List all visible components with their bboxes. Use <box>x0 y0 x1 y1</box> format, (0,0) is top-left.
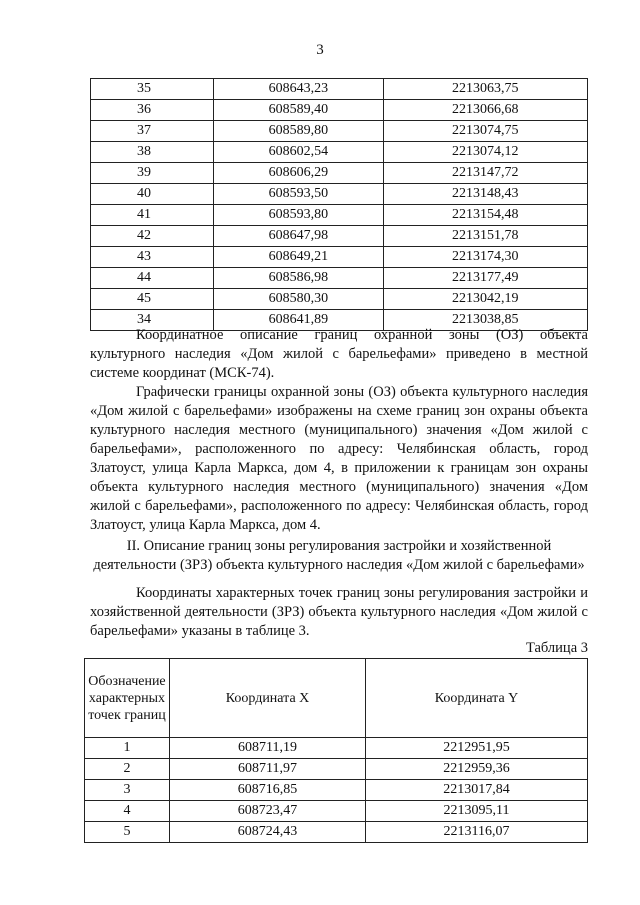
table-row <box>91 100 588 121</box>
table-row <box>91 268 588 289</box>
header-coordinate-y: Координата Y <box>366 659 588 738</box>
table-row <box>91 163 588 184</box>
page-number: 3 <box>316 42 324 58</box>
point-number-cell: 44 <box>91 268 214 289</box>
point-number-cell: 2 <box>85 759 170 780</box>
coordinate-y-cell: 2213154,48 <box>383 205 587 226</box>
coordinate-x-cell: 608641,89 <box>214 310 383 331</box>
table-row <box>91 247 588 268</box>
point-number-cell: 34 <box>91 310 214 331</box>
point-number-cell: 40 <box>91 184 214 205</box>
paragraph-text: Графически границы охранной зоны (ОЗ) объекта культурного наследия «Дом жилой с барельефами» изображены на схеме границ зон охраны объекта культурного наследия местного (муниципального) значения «Дом жилой с барельефами», расположенного по адресу: Челябинская область, город Златоуст, улица Карла Маркса, дом 4, в приложении к границам зон охраны объекта культурного наследия местного (муниципального) значения «Дом жилой с барельефами», расположенного по адресу: Челябинская область, город Златоуст, улица Карла Маркса, дом 4. <box>90 384 588 533</box>
point-number-cell: 42 <box>91 226 214 247</box>
coordinate-y-cell: 2213038,85 <box>383 310 587 331</box>
section-heading <box>90 537 588 575</box>
coordinate-y-cell: 2213074,75 <box>383 121 587 142</box>
coordinate-x-cell: 608606,29 <box>214 163 383 184</box>
point-number-cell: 36 <box>91 100 214 121</box>
coordinate-y-cell: 2212951,95 <box>366 738 588 759</box>
point-number-cell: 41 <box>91 205 214 226</box>
section-heading-line: деятельности (ЗРЗ) объекта культурного наследия «Дом жилой с барельефами» <box>93 557 585 573</box>
coordinate-y-cell: 2213074,12 <box>383 142 587 163</box>
header-point-designation: Обозначение характерных точек границ <box>85 659 170 738</box>
point-number-cell: 1 <box>85 738 170 759</box>
coordinate-y-cell: 2213177,49 <box>383 268 587 289</box>
coordinates-table-continued <box>90 78 588 331</box>
header-coordinate-x: Координата X <box>169 659 365 738</box>
coordinate-x-cell: 608586,98 <box>214 268 383 289</box>
coordinate-y-cell: 2213148,43 <box>383 184 587 205</box>
point-number-cell: 35 <box>91 79 214 100</box>
point-number-cell: 38 <box>91 142 214 163</box>
coordinate-x-cell: 608711,97 <box>169 759 365 780</box>
table-3-body <box>85 738 588 843</box>
table-row <box>91 289 588 310</box>
point-number-cell: 3 <box>85 780 170 801</box>
coordinate-x-cell: 608593,50 <box>214 184 383 205</box>
coordinate-x-cell: 608580,30 <box>214 289 383 310</box>
coordinate-y-cell: 2213042,19 <box>383 289 587 310</box>
coordinate-x-cell: 608723,47 <box>169 801 365 822</box>
table-row <box>85 738 588 759</box>
table-caption: Таблица 3 <box>525 640 588 656</box>
table-row <box>91 184 588 205</box>
coordinate-x-cell: 608589,80 <box>214 121 383 142</box>
point-number-cell: 39 <box>91 163 214 184</box>
table-row <box>85 822 588 843</box>
point-number-cell: 43 <box>91 247 214 268</box>
coordinates-table-body <box>91 79 588 331</box>
coordinate-x-cell: 608724,43 <box>169 822 365 843</box>
coordinate-y-cell: 2213095,11 <box>366 801 588 822</box>
coordinate-y-cell: 2213063,75 <box>383 79 587 100</box>
table-row <box>91 226 588 247</box>
coordinate-y-cell: 2213151,78 <box>383 226 587 247</box>
coordinate-x-cell: 608649,21 <box>214 247 383 268</box>
table-row <box>91 142 588 163</box>
table-row <box>85 801 588 822</box>
coordinate-y-cell: 2213116,07 <box>366 822 588 843</box>
coordinate-x-cell: 608643,23 <box>214 79 383 100</box>
coordinate-y-cell: 2213147,72 <box>383 163 587 184</box>
paragraph-coordinate-description <box>90 326 588 383</box>
table-row <box>85 780 588 801</box>
coordinate-x-cell: 608589,40 <box>214 100 383 121</box>
table-3 <box>84 658 588 843</box>
coordinate-x-cell: 608647,98 <box>214 226 383 247</box>
table-header-row <box>85 659 588 738</box>
section-heading-line: II. Описание границ зоны регулирования застройки и хозяйственной <box>126 538 552 554</box>
point-number-cell: 4 <box>85 801 170 822</box>
table-row <box>91 121 588 142</box>
coordinate-y-cell: 2213066,68 <box>383 100 587 121</box>
coordinate-x-cell: 608602,54 <box>214 142 383 163</box>
table-row <box>85 759 588 780</box>
point-number-cell: 37 <box>91 121 214 142</box>
point-number-cell: 5 <box>85 822 170 843</box>
paragraph-text: Координатное описание границ охранной зоны (ОЗ) объекта культурного наследия «Дом жилой с барельефами» приведено в местной системе координат (МСК-74). <box>90 327 588 381</box>
coordinate-y-cell: 2213017,84 <box>366 780 588 801</box>
paragraph-graphic-description <box>90 383 588 535</box>
coordinate-x-cell: 608716,85 <box>169 780 365 801</box>
coordinate-x-cell: 608593,80 <box>214 205 383 226</box>
table-row <box>91 205 588 226</box>
coordinate-x-cell: 608711,19 <box>169 738 365 759</box>
coordinate-y-cell: 2212959,36 <box>366 759 588 780</box>
coordinate-y-cell: 2213174,30 <box>383 247 587 268</box>
point-number-cell: 45 <box>91 289 214 310</box>
table-row <box>91 79 588 100</box>
paragraph-table3-intro <box>90 584 588 641</box>
paragraph-text: Координаты характерных точек границ зоны регулирования застройки и хозяйственной деятельности (ЗРЗ) объекта культурного наследия «Дом жилой с барельефами» указаны в таблице 3. <box>90 585 588 639</box>
